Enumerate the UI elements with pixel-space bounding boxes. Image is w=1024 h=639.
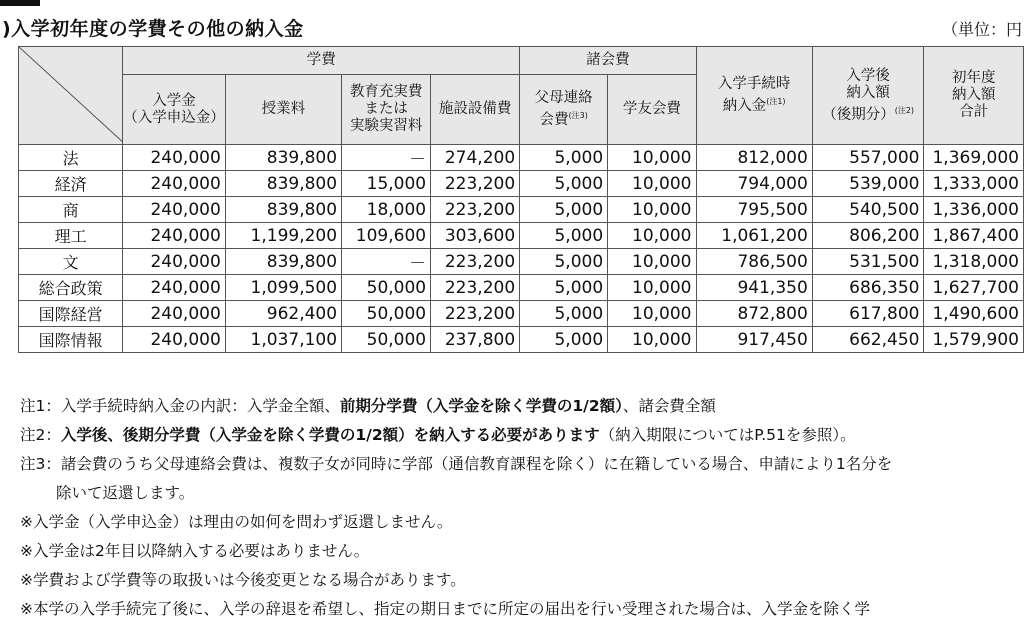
corner-diagonal [19,47,123,145]
cell-lesson: 839,800 [225,145,341,171]
col-header-procedure-l1: 入学手続時 [717,76,791,93]
cell-enrich: 50,000 [342,327,431,353]
note-2 [20,421,1024,450]
note-3-continued: 除いて返還します。 [56,484,195,502]
cell-parent: 5,000 [520,301,608,327]
col-header-total-l1: 初年度 [951,70,996,86]
section-title: )入学初年度の学費その他の納入金 [2,18,304,40]
col-header-after-note: (注2) [894,105,915,115]
col-header-procedure-l2: 納入金 [722,97,767,114]
cell-total: 1,627,700 [924,275,1024,301]
top-edge-fragment [0,0,40,6]
notes [20,392,1024,624]
cell-facility: 303,600 [431,223,520,249]
cell-parent: 5,000 [520,327,608,353]
cell-admission: 240,000 [123,171,226,197]
cell-alumni: 10,000 [608,145,696,171]
cell-after: 686,350 [812,275,924,301]
col-header-total-l3: 合計 [959,104,989,120]
cell-alumni: 10,000 [608,249,696,275]
col-header-alumni: 学友会費 [608,75,696,145]
cell-total: 1,490,600 [924,301,1024,327]
cell-enrich: 50,000 [342,301,431,327]
cell-parent: 5,000 [520,223,608,249]
cell-facility: 223,200 [431,171,520,197]
cell-admission: 240,000 [123,197,226,223]
cell-procedure: 872,800 [696,301,812,327]
cell-total: 1,369,000 [924,145,1024,171]
cell-after: 531,500 [812,249,924,275]
cell-alumni: 10,000 [608,327,696,353]
col-header-admission [123,75,226,145]
note-1-text-c: 、諸会費全額 [622,397,716,415]
cell-procedure: 794,000 [696,171,812,197]
cell-enrich: 109,600 [342,223,431,249]
fee-table-body [19,145,1024,353]
table-row [19,197,1024,223]
group-header-association: 諸会費 [520,47,696,75]
table-row [19,301,1024,327]
table-row [19,327,1024,353]
cell-after: 662,450 [812,327,924,353]
note-1-text-bold: 前期分学費（入学金を除く学費の1/2額） [339,397,623,415]
remark-2: ※入学金は2年目以降納入する必要はありません。 [20,542,370,560]
col-header-parent-note: (注3) [568,111,588,121]
col-header-after-l2: 納入額 [846,84,890,101]
cell-total: 1,318,000 [924,249,1024,275]
cell-parent: 5,000 [520,275,608,301]
col-header-admission-l1: 入学金 [152,92,196,109]
remark-3: ※学費および学費等の取扱いは今後変更となる場合があります。 [20,571,466,589]
cell-faculty: 文 [19,249,123,275]
cell-enrich: 50,000 [342,275,431,301]
cell-total: 1,579,900 [924,327,1024,353]
cell-admission: 240,000 [123,223,226,249]
cell-facility: 223,200 [431,249,520,275]
cell-procedure: 786,500 [696,249,812,275]
cell-enrich: － [342,249,431,275]
col-header-procedure-note: (注1) [766,97,786,107]
cell-total: 1,333,000 [924,171,1024,197]
cell-faculty: 総合政策 [19,275,123,301]
cell-lesson: 839,800 [225,249,341,275]
note-1-text-a: 注1：入学手続時納入金の内訳：入学金全額、 [20,397,340,415]
col-header-enrich-l1: 教育充実費 [349,84,423,100]
cell-alumni: 10,000 [608,301,696,327]
cell-faculty: 法 [19,145,123,171]
col-header-total-l2: 納入額 [951,87,996,103]
cell-admission: 240,000 [123,145,226,171]
cell-after: 617,800 [812,301,924,327]
remark-4: ※本学の入学手続完了後に、入学の辞退を希望し、指定の期日までに所定の届出を行い受理された場合は、入学金を除く学 [20,600,870,618]
cell-facility: 223,200 [431,197,520,223]
cell-parent: 5,000 [520,249,608,275]
cell-parent: 5,000 [520,145,608,171]
note-2-text-a: 注2： [20,426,61,444]
cell-parent: 5,000 [520,197,608,223]
table-row [19,275,1024,301]
table-row [19,223,1024,249]
cell-admission: 240,000 [123,275,226,301]
cell-procedure: 917,450 [696,327,812,353]
cell-enrich: － [342,145,431,171]
cell-alumni: 10,000 [608,171,696,197]
cell-total: 1,336,000 [924,197,1024,223]
table-row [19,145,1024,171]
col-header-procedure [696,47,812,145]
table-row [19,249,1024,275]
cell-lesson: 1,037,100 [225,327,341,353]
cell-faculty: 経済 [19,171,123,197]
cell-lesson: 1,099,500 [225,275,341,301]
cell-lesson: 1,199,200 [225,223,341,249]
col-header-enrich-l2: または [364,101,408,117]
col-header-parent [520,75,608,145]
col-header-total [924,47,1024,145]
cell-lesson: 839,800 [225,171,341,197]
col-header-parent-l2: 会費 [539,111,569,128]
cell-faculty: 国際情報 [19,327,123,353]
note-1 [20,392,1024,421]
cell-facility: 223,200 [431,301,520,327]
group-header-tuition: 学費 [123,47,520,75]
cell-lesson: 962,400 [225,301,341,327]
cell-faculty: 国際経営 [19,301,123,327]
cell-faculty: 理工 [19,223,123,249]
col-header-enrich [342,75,431,145]
cell-alumni: 10,000 [608,223,696,249]
cell-faculty: 商 [19,197,123,223]
col-header-admission-l2: （入学申込金） [123,109,225,126]
cell-facility: 274,200 [431,145,520,171]
table-row [19,171,1024,197]
cell-procedure: 941,350 [696,275,812,301]
cell-procedure: 1,061,200 [696,223,812,249]
col-header-facility: 施設設備費 [431,75,520,145]
col-header-enrich-l3: 実験実習料 [349,118,423,134]
cell-admission: 240,000 [123,249,226,275]
cell-procedure: 812,000 [696,145,812,171]
fee-table [18,46,1024,353]
cell-alumni: 10,000 [608,275,696,301]
cell-enrich: 18,000 [342,197,431,223]
cell-enrich: 15,000 [342,171,431,197]
unit-label: （単位：円 [942,20,1023,39]
col-header-after-l1: 入学後 [846,67,890,84]
cell-procedure: 795,500 [696,197,812,223]
cell-after: 806,200 [812,223,924,249]
cell-admission: 240,000 [123,301,226,327]
cell-facility: 237,800 [431,327,520,353]
note-2-text-c: （納入期限についてはP.51を参照）。 [599,426,856,444]
col-header-after-l3: （後期分） [822,106,895,123]
cell-lesson: 839,800 [225,197,341,223]
remark-1: ※入学金（入学申込金）は理由の如何を問わず返還しません。 [20,513,453,531]
col-header-parent-l1: 父母連絡 [534,90,593,107]
note-2-text-bold: 入学後、後期分学費（入学金を除く学費の1/2額）を納入する必要があります [60,426,600,444]
cell-alumni: 10,000 [608,197,696,223]
cell-admission: 240,000 [123,327,226,353]
cell-after: 539,000 [812,171,924,197]
col-header-lesson: 授業料 [225,75,341,145]
col-header-after [812,47,924,145]
cell-facility: 223,200 [431,275,520,301]
note-3: 注3：諸会費のうち父母連絡会費は、複数子女が同時に学部（通信教育課程を除く）に在籍している場合、申請により1名分を [20,455,893,473]
cell-total: 1,867,400 [924,223,1024,249]
cell-after: 540,500 [812,197,924,223]
cell-parent: 5,000 [520,171,608,197]
corner-cell [19,47,123,145]
cell-after: 557,000 [812,145,924,171]
